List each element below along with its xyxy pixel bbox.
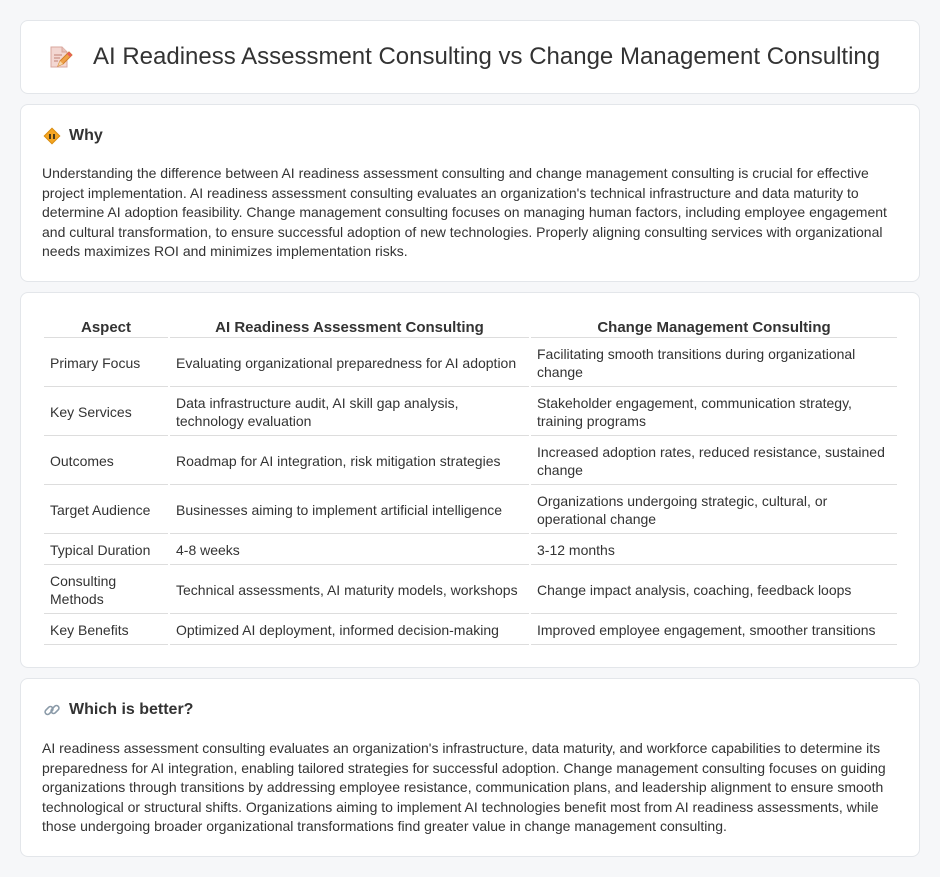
change-management-cell: Improved employee engagement, smoother transitions	[531, 616, 897, 645]
aspect-cell: Primary Focus	[44, 340, 168, 387]
table-row	[44, 438, 897, 485]
aspect-cell: Key Benefits	[44, 616, 168, 645]
header-aspect: Aspect	[44, 315, 168, 338]
table-row	[44, 536, 897, 565]
diamond-warning-icon	[43, 127, 61, 145]
aspect-cell: Consulting Methods	[44, 567, 168, 614]
aspect-cell: Key Services	[44, 389, 168, 436]
change-management-cell: Stakeholder engagement, communication strategy, training programs	[531, 389, 897, 436]
comparison-section	[20, 292, 920, 668]
why-section	[20, 104, 920, 282]
which-is-better-section	[20, 678, 920, 857]
change-management-cell: 3-12 months	[531, 536, 897, 565]
comparison-table	[42, 313, 899, 647]
change-management-cell: Change impact analysis, coaching, feedback loops	[531, 567, 897, 614]
ai-readiness-cell: Roadmap for AI integration, risk mitigation strategies	[170, 438, 529, 485]
change-management-cell: Increased adoption rates, reduced resistance, sustained change	[531, 438, 897, 485]
table-row	[44, 567, 897, 614]
document-pencil-icon	[47, 44, 73, 70]
better-title: Which is better?	[69, 701, 194, 718]
table-row	[44, 389, 897, 436]
ai-readiness-cell: Evaluating organizational preparedness for AI adoption	[170, 340, 529, 387]
why-heading	[43, 127, 103, 145]
title-card	[20, 20, 920, 94]
table-header-row	[44, 315, 897, 338]
page-title: AI Readiness Assessment Consulting vs Change Management Consulting	[93, 43, 881, 70]
why-title: Why	[69, 127, 103, 144]
change-management-cell: Facilitating smooth transitions during organizational change	[531, 340, 897, 387]
table-row	[44, 487, 897, 534]
ai-readiness-cell: Technical assessments, AI maturity models, workshops	[170, 567, 529, 614]
better-heading	[43, 701, 193, 719]
ai-readiness-cell: Data infrastructure audit, AI skill gap analysis, technology evaluation	[170, 389, 529, 436]
title-row	[47, 43, 880, 71]
aspect-cell: Typical Duration	[44, 536, 168, 565]
table-row	[44, 616, 897, 645]
header-ai-readiness: AI Readiness Assessment Consulting	[170, 315, 529, 338]
change-management-cell: Organizations undergoing strategic, cultural, or operational change	[531, 487, 897, 534]
ai-readiness-cell: Optimized AI deployment, informed decision-making	[170, 616, 529, 645]
better-text: AI readiness assessment consulting evaluates an organization's infrastructure, data maturity, and workforce capabilities to determine its preparedness for AI integration, enabling tailored strategies for successful adoption. Change management consulting focuses on guiding organizations through transitions by addressing employee resistance, communication plans, and leadership alignment to ensure smooth technological or structural shifts. Organizations aiming to implement AI technologies benefit most from AI readiness assessments, while those undergoing broader organizational transformations find greater value in change management consulting.	[42, 740, 886, 835]
ai-readiness-cell: Businesses aiming to implement artificial intelligence	[170, 487, 529, 534]
aspect-cell: Target Audience	[44, 487, 168, 534]
ai-readiness-cell: 4-8 weeks	[170, 536, 529, 565]
why-text: Understanding the difference between AI readiness assessment consulting and change management consulting is crucial for effective project implementation. AI readiness assessment consulting evaluates an organization's technical infrastructure and data maturity to determine AI adoption feasibility. Change management consulting focuses on managing human factors, including employee engagement and cultural transformation, to ensure successful adoption of new technologies. Properly aligning consulting services with organizational needs maximizes ROI and minimizes implementation risks.	[42, 165, 887, 260]
table-row	[44, 340, 897, 387]
link-icon	[43, 701, 61, 719]
header-change-management: Change Management Consulting	[531, 315, 897, 338]
aspect-cell: Outcomes	[44, 438, 168, 485]
